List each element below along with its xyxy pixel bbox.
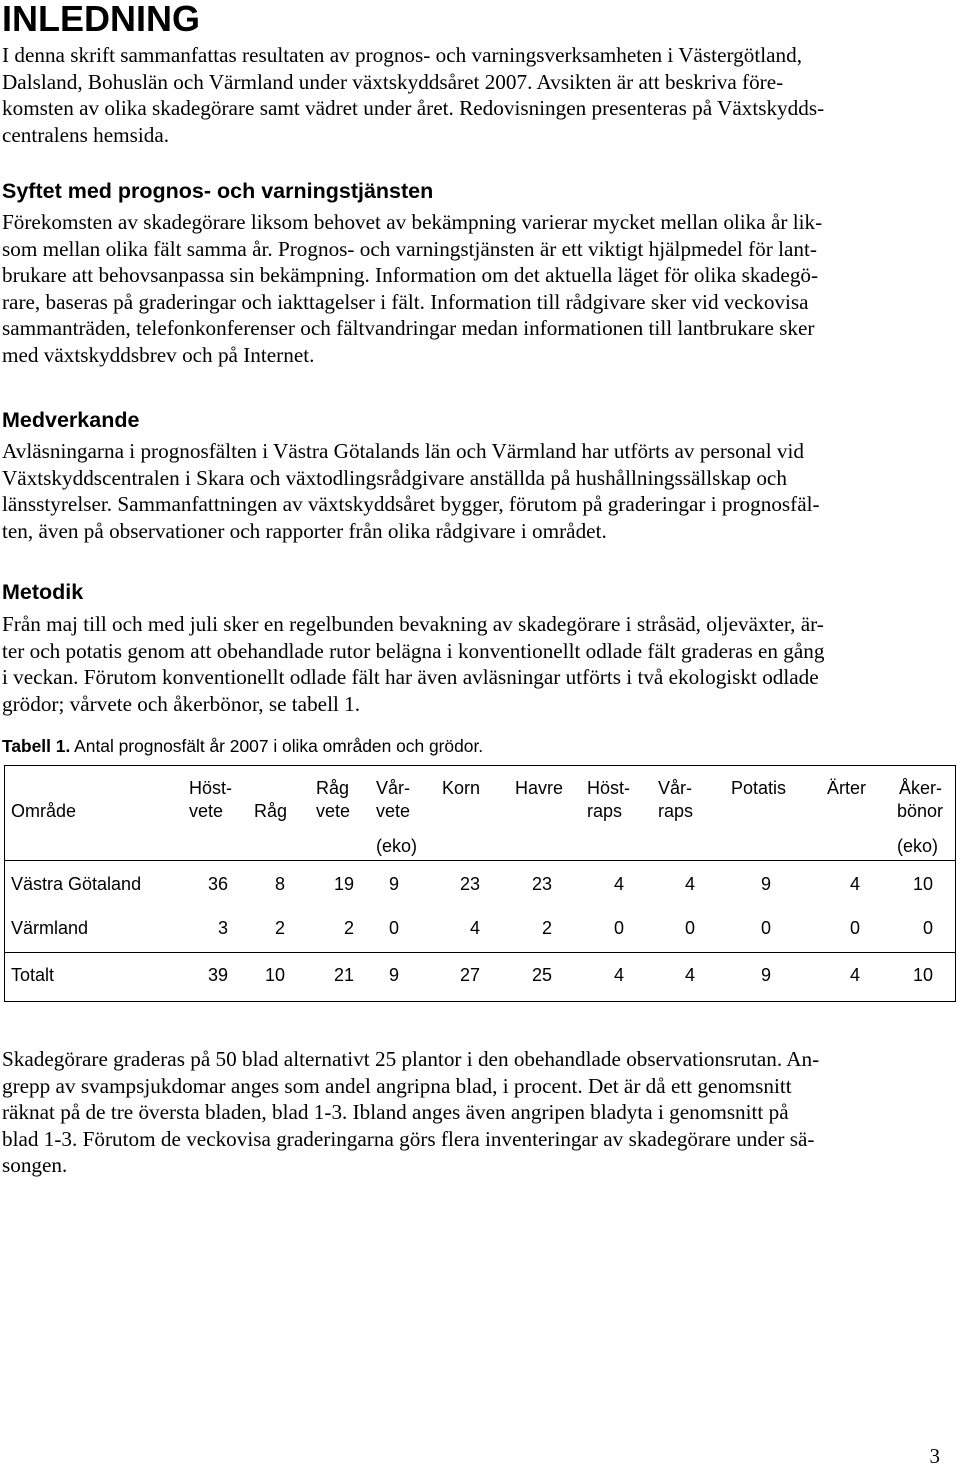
intro-line: centralens hemsida. [2,122,170,147]
syfte-line: som mellan olika fält samma år. Prognos- och varningstjänsten är ett viktigt hjälpmedel för lant- [2,236,817,261]
table-cell: 4 [849,874,860,894]
col-header-varraps-1: Vår- [658,778,693,798]
table-caption-label: Tabell 1. [2,736,71,756]
closing-line: grepp av svampsjukdomar anges som andel angripna blad, i procent. Det är då ett genomsnitt [2,1073,792,1098]
col-header-arter: Ärter [827,778,867,798]
col-header-ragvete-1: Råg [316,778,350,798]
table-header-divider [5,860,955,861]
table-row-area: Totalt [11,965,55,985]
table-total-divider [5,952,955,953]
table-cell: 4 [849,965,860,985]
col-header-akerbonor-2: bönor [897,801,944,821]
table-cell: 21 [333,965,354,985]
section-heading-metodik: Metodik [2,580,84,604]
col-header-hostvete-2: vete [189,801,224,821]
table-cell: 2 [343,918,354,938]
col-header-havre: Havre [515,778,564,798]
closing-line: Skadegörare graderas på 50 blad alternativt 25 plantor i den obehandlade observationsrutan. An- [2,1047,820,1071]
table-cell: 0 [922,918,933,938]
page-title: INLEDNING [2,0,200,39]
table-cell: 25 [531,965,552,985]
col-header-varvete-1: Vår- [376,778,411,798]
table-cell: 4 [613,874,624,894]
table-cell: 9 [760,874,771,894]
medverkande-paragraph [2,438,820,544]
medverkande-line: ten, även på observationer och rapporter från olika rådgivare i området. [2,518,607,543]
medverkande-line: Växtskyddscentralen i Skara och växtodlingsrådgivare anställda på hushållningssällskap och [2,465,787,490]
table-cell: 23 [531,874,552,894]
table-cell: 0 [389,918,400,938]
col-header-rag: Råg [254,801,288,821]
table-cell: 0 [760,918,771,938]
table-cell: 8 [274,874,285,894]
table-cell: 9 [389,965,400,985]
table-cell: 27 [459,965,480,985]
table-cell: 2 [541,918,552,938]
closing-paragraph [2,1046,819,1179]
syfte-line: Förekomsten av skadegörare liksom behovet av bekämpning varierar mycket mellan olika år lik- [2,210,823,234]
table-caption [2,735,483,757]
col-header-potatis: Potatis [731,778,787,798]
table-cell: 2 [274,918,285,938]
table-caption-text: Antal prognosfält år 2007 i olika områden och grödor. [70,736,484,756]
syfte-line: brukare att behovsanpassa sin bekämpning. Information om det aktuella läget för olika skadegö- [2,263,819,287]
intro-line: komsten av olika skadegörare samt vädret under året. Redovisningen presenteras på Växtskydds- [2,96,825,120]
table-cell: 0 [684,918,695,938]
table-cell: 23 [459,874,480,894]
table-cell: 19 [333,874,354,894]
metodik-line: grödor; vårvete och åkerbönor, se tabell 1. [2,691,361,716]
col-header-varvete-2: vete [376,801,411,821]
col-header-hostvete-1: Höst- [189,778,233,798]
table-cell: 0 [613,918,624,938]
metodik-line: Från maj till och med juli sker en regelbunden bevakning av skadegörare i stråsäd, oljeväxter, är- [2,612,824,636]
section-heading-syfte: Syftet med prognos- och varningstjänsten [2,179,434,203]
col-header-akerbonor-1: Åker- [899,778,943,798]
page-number: 3 [929,1444,940,1468]
syfte-line: sammanträden, telefonkonferenser och fältvandringar medan informationen till lantbrukare sker [2,316,815,340]
intro-paragraph [2,42,824,148]
medverkande-line: Avläsningarna i prognosfälten i Västra Götalands län och Värmland har utförts av personal vid [2,439,804,463]
syfte-line: med växtskyddsbrev och på Internet. [2,342,315,367]
intro-line: Dalsland, Bohuslän och Värmland under växtskyddsåret 2007. Avsikten är att beskriva före- [2,69,784,94]
closing-line: blad 1-3. Förutom de veckovisa graderingarna görs flera inventeringar av skadegörare under sä- [2,1126,815,1151]
medverkande-line: länsstyrelser. Sammanfattningen av växtskyddsåret bygger, förutom på graderingar i prognosfäl- [2,492,820,516]
prognosis-table [4,765,956,1002]
table-row-area: Västra Götaland [11,874,142,894]
table-cell: 36 [207,874,228,894]
table-cell: 0 [849,918,860,938]
table-cell: 3 [217,918,228,938]
table-cell: 10 [264,965,285,985]
col-header-korn: Korn [442,778,481,798]
table-cell: 39 [207,965,228,985]
col-header-hostraps-2: raps [587,801,623,821]
syfte-line: rare, baseras på graderingar och iakttagelser i fält. Information till rådgivare sker vid veckovisa [2,289,809,314]
intro-line: I denna skrift sammanfattas resultaten av prognos- och varningsverksamheten i Västergötland, [2,43,802,67]
table-cell: 9 [389,874,400,894]
col-header-varraps-2: raps [658,801,694,821]
col-header-ragvete-2: vete [316,801,351,821]
table-cell: 10 [912,874,933,894]
table-cell: 4 [684,965,695,985]
table-cell: 4 [469,918,480,938]
metodik-line: i veckan. Förutom konventionellt odlade fält har även avläsningar utförts i två ekologiskt odlade [2,665,819,689]
col-header-area: Område [11,801,77,821]
syfte-paragraph [2,209,822,368]
col-header-varvete-3: (eko) [376,836,418,856]
section-heading-medverkande: Medverkande [2,408,140,432]
table-cell: 9 [760,965,771,985]
metodik-paragraph [2,611,825,717]
metodik-line: ter och potatis genom att obehandlade rutor belägna i konventionellt odlade fält graderas en gång [2,638,825,663]
col-header-akerbonor-3: (eko) [897,836,939,856]
closing-line: songen. [2,1153,68,1177]
col-header-hostraps-1: Höst- [587,778,631,798]
closing-line: räknat på de tre översta bladen, blad 1-3. Ibland anges även angripen bladyta i genomsnitt på [2,1100,789,1124]
table-row-area: Värmland [11,918,89,938]
table-cell: 10 [912,965,933,985]
table-cell: 4 [684,874,695,894]
table-cell: 4 [613,965,624,985]
